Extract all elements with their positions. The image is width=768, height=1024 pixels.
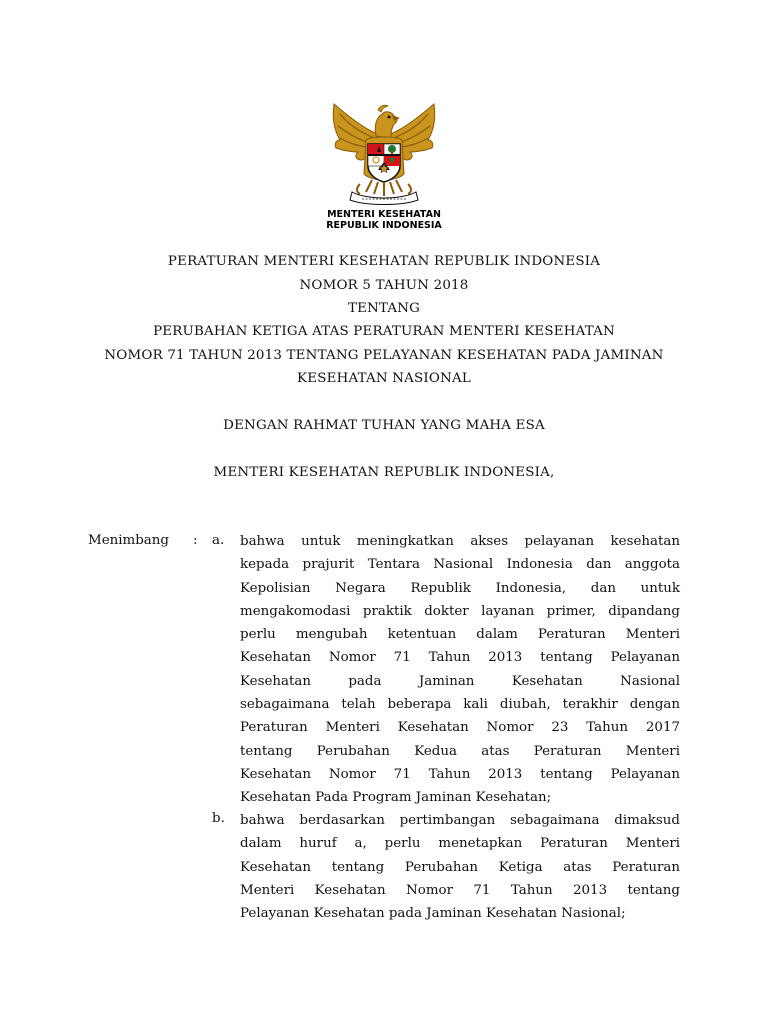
regulation-number: NOMOR 5 TAHUN 2018 [299, 278, 469, 293]
text-line: Menteri Kesehatan Nomor 71 Tahun 2013 tentang [240, 882, 680, 898]
text-line: bahwa untuk meningkatkan akses pelayanan kesehatan [240, 534, 680, 549]
garuda-pancasila-emblem-icon [326, 100, 442, 206]
regulation-title: PERATURAN MENTERI KESEHATAN REPUBLIK INDONESIA [167, 254, 601, 269]
text-line: tentang Perubahan Kedua atas Peraturan Menteri [240, 743, 680, 759]
text-line: mengakomodasi praktik dokter layanan primer, dipandang [240, 603, 680, 619]
text-line: perlu mengubah ketentuan dalam Peraturan Menteri [240, 627, 680, 643]
text-line: Kesehatan Nomor 71 Tahun 2013 tentang Pelayanan [240, 650, 680, 666]
text-line: sebagaimana telah beberapa kali diubah, terakhir dengan [240, 697, 680, 713]
regulation-tentang: TENTANG [347, 301, 421, 316]
regulation-subject-line1: PERUBAHAN KETIGA ATAS PERATURAN MENTERI KESEHATAN [153, 324, 615, 339]
item-marker-b: b. [212, 811, 225, 826]
text-line: Peraturan Menteri Kesehatan Nomor 23 Tahun 2017 [240, 720, 680, 736]
text-line: Kesehatan pada Jaminan Kesehatan Nasional [240, 673, 680, 689]
text-line: kepada prajurit Tentara Nasional Indonesia dan anggota [240, 557, 680, 573]
menimbang-label: Menimbang [88, 533, 169, 548]
regulation-subject-line2: NOMOR 71 TAHUN 2013 TENTANG PELAYANAN KESEHATAN PADA JAMINAN [104, 348, 664, 363]
item-marker-a: a. [212, 533, 225, 548]
text-line: dalam huruf a, perlu menetapkan Peraturan Menteri [240, 836, 680, 852]
emblem-caption-line2: REPUBLIK INDONESIA [326, 220, 442, 231]
text-line: Kepolisian Negara Republik Indonesia, dan untuk [240, 580, 680, 596]
text-line: bahwa berdasarkan pertimbangan sebagaimana dimaksud [240, 813, 680, 828]
regulation-subject-line3: KESEHATAN NASIONAL [297, 371, 471, 386]
consideration-item-b [240, 809, 680, 925]
emblem-caption-line1: MENTERI KESEHATAN [327, 209, 441, 220]
menimbang-colon: : [193, 533, 198, 548]
text-line: Kesehatan Nomor 71 Tahun 2013 tentang Pelayanan [240, 766, 680, 782]
text-line: Pelayanan Kesehatan pada Jaminan Kesehatan Nasional; [240, 906, 626, 922]
text-line: Kesehatan Pada Program Jaminan Kesehatan; [240, 790, 552, 806]
text-line: Kesehatan tentang Perubahan Ketiga atas Peraturan [240, 859, 680, 875]
minister-line: MENTERI KESEHATAN REPUBLIK INDONESIA, [213, 465, 555, 480]
consideration-item-a [240, 530, 680, 810]
invocation-line: DENGAN RAHMAT TUHAN YANG MAHA ESA [223, 418, 545, 433]
emblem-caption [300, 209, 468, 231]
